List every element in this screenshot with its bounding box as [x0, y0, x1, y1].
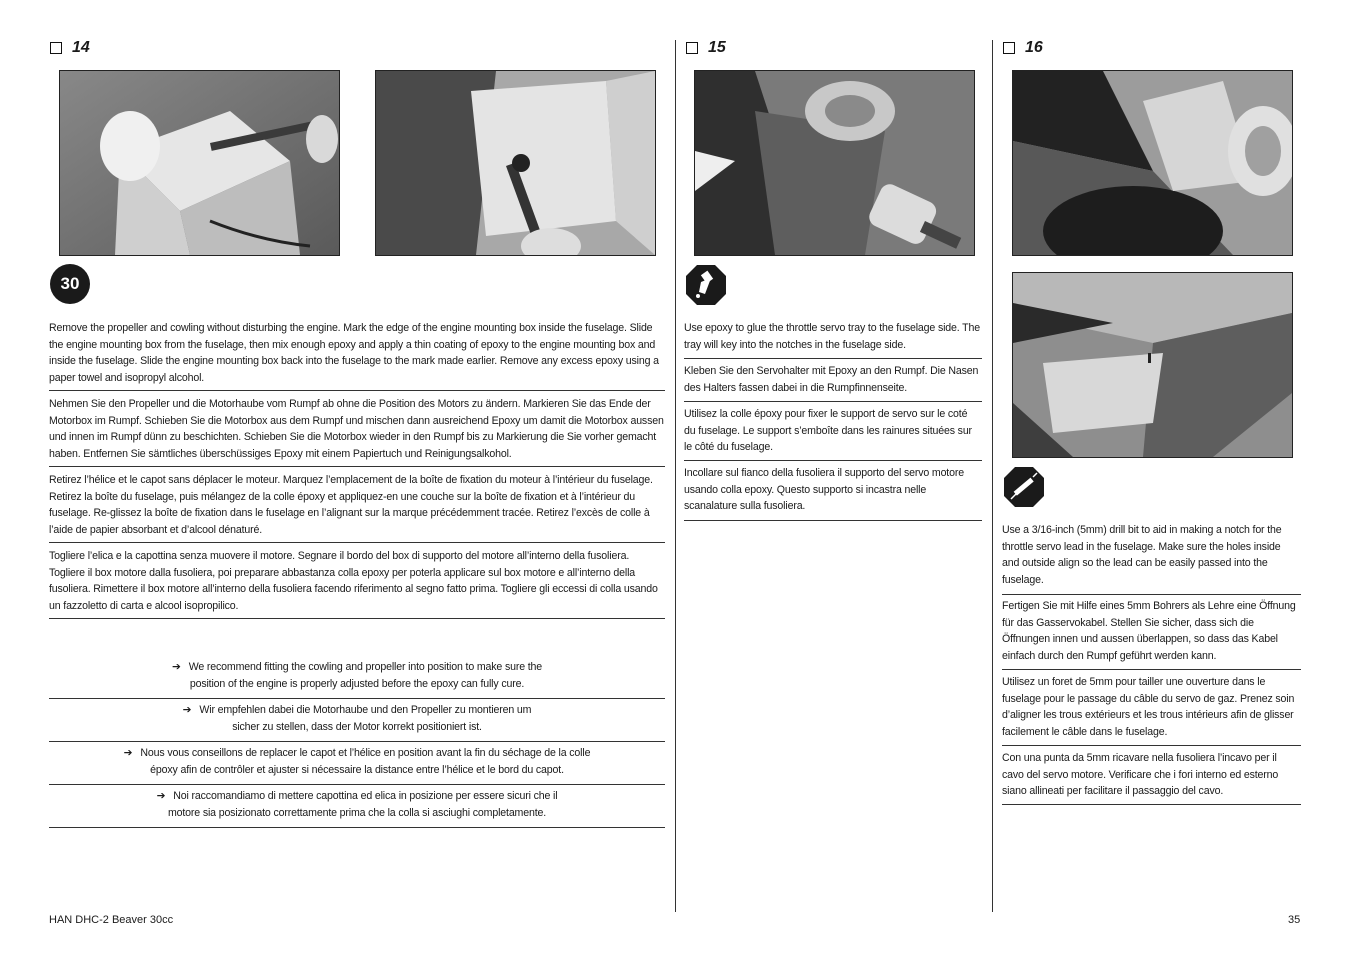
step16-text-en: Use a 3/16-inch (5mm) drill bit to aid in making a notch for the throttle servo lead in the fuselage. Make sure the holes inside and outside align so the lead can be easily passed into the fuselage.: [1002, 524, 1282, 586]
note-de: ➔ Wir empfehlen dabei die Motorhaube und den Propeller zu montieren um sicher zu stellen, dass der Motor korrekt positioniert ist.: [182, 704, 532, 733]
step16-text-fr: Utilisez un foret de 5mm pour tailler une ouverture dans le fuselage pour le passage du câble du servo de gaz. Prenez soin d’aligner les trous extérieurs et les trous intérieurs afin de glisser facilement le câble dans le fuselage.: [1002, 676, 1295, 738]
photo-fuselage-notch-bottom: [1012, 272, 1293, 458]
divider: [1002, 804, 1301, 805]
step16-text-de: Fertigen Sie mit Hilfe eines 5mm Bohrers als Lehre eine Öffnung für das Gasservokabel. Stellen Sie sicher, dass sich die Öffnungen innen und aussen überlappen, so dass das Kabel einfach durch den Rumpf geführt werden kann.: [1002, 600, 1296, 662]
photo-fuselage-interior-brush: [375, 70, 656, 256]
arrow-icon: ➔: [156, 790, 166, 802]
step-number-15: 15: [708, 39, 726, 56]
divider: [684, 520, 982, 521]
step15-text-en: Use epoxy to glue the throttle servo tray to the fuselage side. The tray will key into the notches in the fuselage side.: [684, 322, 980, 351]
step-header-15: [686, 39, 726, 57]
divider: [49, 784, 665, 785]
column-separator: [992, 40, 993, 912]
column-separator: [675, 40, 676, 912]
step14-text-fr: Retirez l’hélice et le capot sans déplacer le moteur. Marquez l’emplacement de la boîte de fixation du moteur à l’intérieur du fuselage. Retirez la boîte du fuselage, puis mélangez de la colle époxy et appliquez-en une couche sur la boîte de fixation et à l’intérieur du fuselage. Re-glissez la boîte de fixation dans le fuselage en l’alignant sur la marque précédemment tracée. Retirez l’excès de colle à l’aide de papier absorbant et d’alcool dénaturé.: [49, 474, 653, 536]
drill-icon: [1003, 466, 1045, 508]
divider: [1002, 594, 1301, 595]
note-it: ➔ Noi raccomandiamo di mettere capottina ed elica in posizione per essere sicuri che il motore sia posizionato correttamente prima che la colla si asciughi completamente.: [156, 790, 558, 819]
divider: [49, 542, 665, 543]
step-badge: 30: [50, 264, 90, 304]
arrow-icon: ➔: [182, 704, 192, 716]
step-checkbox-16[interactable]: [1003, 42, 1015, 54]
divider: [684, 358, 982, 359]
divider: [49, 618, 665, 619]
step15-text-de: Kleben Sie den Servohalter mit Epoxy an den Rumpf. Die Nasen des Halters fassen dabei in die Rumpfinnenseite.: [684, 365, 979, 394]
divider: [49, 466, 665, 467]
divider: [49, 698, 665, 699]
note-fr: ➔ Nous vous conseillons de replacer le capot et l’hélice en position avant la fin du séchage de la colle époxy afin de contrôler et ajuster si nécessaire la distance entre l’hélice et le bord du capot.: [123, 747, 591, 776]
divider: [49, 741, 665, 742]
epoxy-icon: [685, 264, 727, 306]
step-checkbox-14[interactable]: [50, 42, 62, 54]
step14-text-de: Nehmen Sie den Propeller und die Motorhaube vom Rumpf ab ohne die Position des Motors zu ändern. Markieren Sie das Ende der Motorbox im Rumpf. Schieben Sie die Motorbox aus dem Rumpf und mischen dann ausreichend Epoxy um damit die Motorbox aussen und innen im Rumpf dünn zu beschichten. Schieben Sie die Motorbox wieder in den Rumpf bis zu Markierung die Sie vorher gemacht haben. Entfernen Sie sämtliches überschüssiges Epoxy mit einem Papiertuch und Reinigungsalkohol.: [49, 398, 664, 460]
photo-servo-tray: [694, 70, 975, 256]
footer-title: HAN DHC-2 Beaver 30cc: [49, 914, 174, 926]
divider: [684, 460, 982, 461]
step15-text-fr: Utilisez la colle époxy pour fixer le support de servo sur le coté du fuselage. Le support s’emboîte dans les rainures situées sur le côté du fuselage.: [684, 408, 972, 454]
step14-text-it: Togliere l’elica e la capottina senza muovere il motore. Segnare il bordo del box di supporto del motore all’interno della fusoliera. Togliere il box motore dalla fusoliera, poi preparare abbastanza colla epoxy per poterla applicare sul box motore e all’interno della fusoliera. Rimettere il box motore all’interno della fusoliera facendo riferimento al segno fatto prima. Togliere gli eccessi di colla usando un fazzoletto di carta e alcool isopropilico.: [49, 550, 658, 612]
step14-text-en: Remove the propeller and cowling without disturbing the engine. Mark the edge of the engine mounting box inside the fuselage. Slide the engine mounting box from the fuselage, then mix enough epoxy and apply a thin coating of epoxy to the engine mounting box and inside the fuselage. Slide the engine mounting box back into the fuselage to the mark made earlier. Remove any excess epoxy using a paper towel and isopropyl alcohol.: [49, 322, 659, 384]
arrow-icon: ➔: [123, 747, 133, 759]
note-en: ➔ We recommend fitting the cowling and propeller into position to make sure the position of the engine is properly adjusted before the epoxy can fully cure.: [171, 661, 543, 690]
divider: [1002, 745, 1301, 746]
step16-text-it: Con una punta da 5mm ricavare nella fusoliera l’incavo per il cavo del servo motore. Verificare che i fori interno ed esterno siano allineati per facilitare il passaggio del cavo.: [1002, 752, 1279, 798]
step-header-16: [1003, 39, 1043, 57]
divider: [684, 401, 982, 402]
step-number-14: 14: [72, 39, 90, 56]
divider: [49, 827, 665, 828]
photo-fuselage-notch-top: [1012, 70, 1293, 256]
divider: [49, 390, 665, 391]
step-number-16: 16: [1025, 39, 1043, 56]
step15-text-it: Incollare sul fianco della fusoliera il supporto del servo motore usando colla epoxy. Questo supporto si incastra nelle scanalature sulla fusoliera.: [684, 467, 964, 513]
photo-engine-box-brush: [59, 70, 340, 256]
arrow-icon: ➔: [171, 661, 181, 673]
divider: [1002, 669, 1301, 670]
step-checkbox-15[interactable]: [686, 42, 698, 54]
step-header-14: [50, 39, 90, 57]
page-number: 35: [1288, 914, 1301, 926]
